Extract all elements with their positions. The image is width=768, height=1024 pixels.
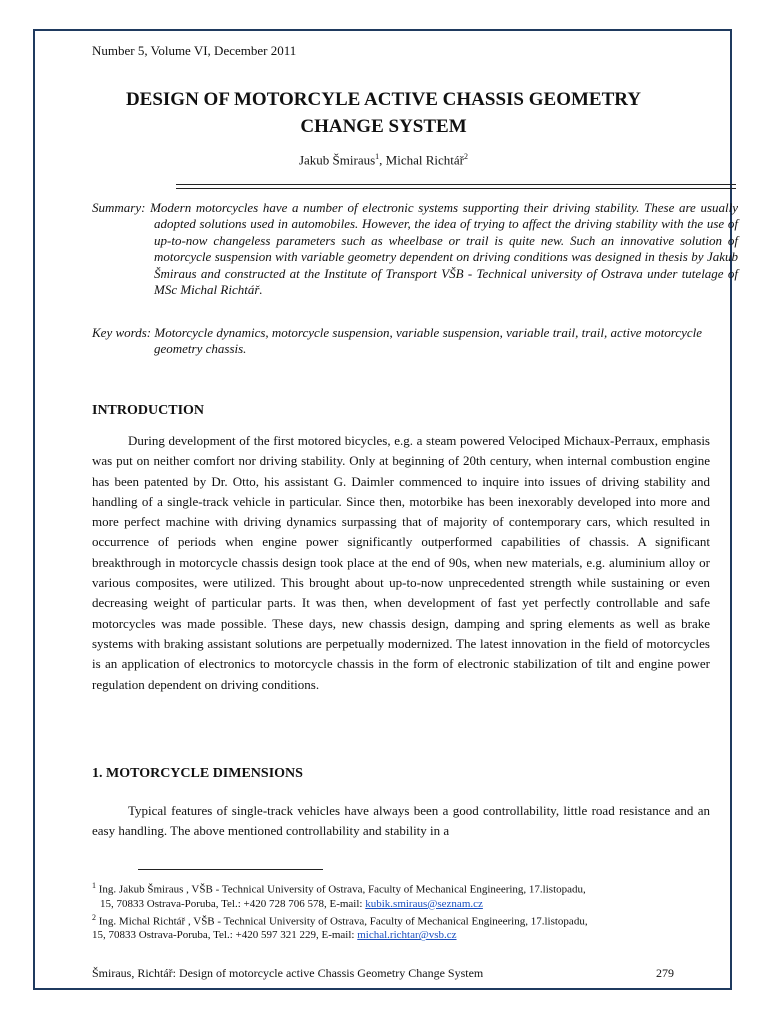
keywords-block [92, 325, 738, 358]
keywords-label: Key words: [92, 325, 152, 340]
author-2: Michal Richtář [385, 152, 465, 168]
intro-paragraph: During development of the first motored bicycles, e.g. a steam powered Velociped Michaux-Perraux, emphasis was put on neither comfort nor driving stability. Only at beginning of 20th century, when internal combustion engine has been patented by Dr. Otto, his assistant G. Daimler commenced to inquire into issues of driving stability and handling of a single-track vehicle in particular. Since then, motorbike has been inexorably developed into more and more perfect machine with driving dynamics surpassing that of majority of contemporary cars, which resulted in occurrence of periods when engine power significantly outperformed capabilities of chassis. A significant breakthrough in motorcycle chassis design took place at the end of 90s, when new materials, e.g. aluminium alloy or various composites, were utilized. This brought about up-to-now unprecedented strength while sustaining or even decreasing weight of particular parts. It was then, when development of fast yet perfectly controllable and safe motorcycles was made possible. These days, new chassis design, damping and spring elements as well as brake systems with braking assistant solutions are perpetually modernized. The latest innovation in the field of motorcycles is an application of electronics to motorcycle chassis in the form of electronic stabilization of tilt and engine power regulation dependent on driving conditions. [92, 433, 710, 692]
title-rule-top [176, 184, 736, 185]
author-2-sup: 2 [464, 152, 469, 161]
footnote-2-email-link[interactable]: michal.richtar@vsb.cz [357, 929, 457, 942]
footnote-2-num: 2 [92, 912, 96, 922]
author-separator: , [379, 152, 386, 168]
title-line-1: DESIGN OF MOTORCYLE ACTIVE CHASSIS GEOMETRY [125, 89, 642, 110]
keywords-text: Motorcycle dynamics, motorcycle suspension, variable suspension, variable trail, trail, active motorcycle geometry chassis. [154, 325, 703, 357]
summary-label: Summary: [92, 200, 146, 215]
footnotes [92, 879, 692, 942]
footnote-2 [92, 911, 692, 943]
footer-citation: Šmiraus, Richtář: Design of motorcycle active Chassis Geometry Change System [92, 966, 484, 980]
author-1: Jakub Šmiraus [298, 152, 376, 168]
title-rule-bottom [176, 188, 736, 189]
author-list [58, 152, 709, 168]
section-1-heading: 1. MOTORCYCLE DIMENSIONS [92, 766, 303, 781]
intro-heading: INTRODUCTION [92, 403, 205, 418]
footnote-rule [138, 869, 323, 870]
issue-header: Number 5, Volume VI, December 2011 [92, 43, 297, 58]
title-line-2: CHANGE SYSTEM [300, 116, 467, 137]
section-1-paragraph: Typical features of single-track vehicles have always been a good controllability, little road resistance and an easy handling. The above mentioned controllability and stability in a [92, 803, 710, 839]
page-number: 279 [656, 966, 674, 980]
footnote-1-line2: 15, 70833 Ostrava-Poruba, Tel.: +420 728 706 578, E-mail: [100, 897, 366, 910]
footnote-2-line2: 15, 70833 Ostrava-Poruba, Tel.: +420 597 321 229, E-mail: [92, 929, 358, 942]
footnote-1-num: 1 [92, 881, 96, 890]
summary-text: Modern motorcycles have a number of electronic systems supporting their driving stability. These are usually adopted solutions used in automobiles. However, the idea of trying to affect the driving stability with the use of up-to-now changeless parameters such as wheelbase or trail is quite new. Such an innovative solution of motorcycle suspension with variable geometry dependent on driving conditions was designed in thesis by Jakub Šmiraus and constructed at the Institute of Transport VŠB - Technical university of Ostrava under tutelage of MSc Michal Richtář. [150, 200, 739, 298]
summary-block [92, 200, 738, 298]
paper-page [58, 0, 739, 1024]
author-1-sup: 1 [375, 152, 380, 161]
footnote-1-line1: Ing. Jakub Šmiraus , VŠB - Technical University of Ostrava, Faculty of Mechanical Engineering, 17.listopadu, [98, 883, 586, 896]
footnote-1 [92, 879, 692, 911]
footnote-2-line1: Ing. Michal Richtář , VŠB - Technical University of Ostrava, Faculty of Mechanical Engineering, 17.listopadu, [98, 915, 588, 928]
paper-title [58, 86, 709, 140]
footnote-1-email-link[interactable]: kubik.smiraus@seznam.cz [365, 897, 483, 910]
